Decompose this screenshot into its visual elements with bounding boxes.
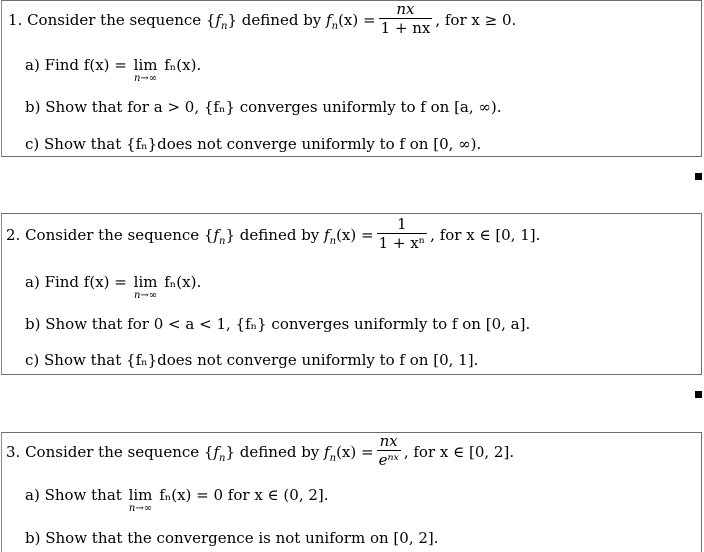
fraction <box>377 433 401 469</box>
problem-1-statement: 1. Consider the sequence $\{f_n\}$ defined by $f_n(x)$ = $\frac{nx}{1 + nx}$ , for x ≥ 0. <box>8 0 517 37</box>
problem-1-part-b: b) Show that for a > 0, {fₙ} converges uniformly to f on [a, ∞). <box>25 98 502 116</box>
limit-operator: lim n→∞ <box>133 273 158 301</box>
problem-2-part-c: c) Show that {fₙ}does not converge uniformly to f on [0, 1]. <box>25 351 479 369</box>
problem-1-box <box>1 0 702 157</box>
problem-2-statement: 2. Consider the sequence $\{f_n\}$ defined by $f_n(x)$ = $\frac{1}{\text{1 + xⁿ}}$ , for x ∈ [0, 1]. <box>6 215 541 252</box>
fraction-numerator: 1 <box>397 215 407 233</box>
limit-operator: lim n→∞ <box>133 56 158 84</box>
fraction <box>379 1 433 37</box>
problem-3-statement: 3. Consider the sequence $\{f_n\}$ defined by $f_n(x)$ = $\frac{nx}{\text{eⁿˣ}}$ , for x ∈ [0, 2]. <box>6 432 515 469</box>
limit-operator: lim n→∞ <box>128 486 153 514</box>
problem-3-part-a: a) Show that lim n→∞ fₙ(x) = 0 for x ∈ (0, 2]. <box>25 486 329 514</box>
fraction <box>377 216 428 252</box>
problem-1-part-a: a) Find f(x) = lim n→∞ fₙ(x). <box>25 56 202 84</box>
fraction-denominator: 1 + nx <box>380 19 431 37</box>
qed-square <box>695 173 702 180</box>
problem-2-part-a: a) Find f(x) = lim n→∞ fₙ(x). <box>25 273 202 301</box>
fraction-denominator: 1 + xⁿ <box>378 234 426 252</box>
problem-3-box <box>1 432 702 552</box>
problem-2-part-b: b) Show that for 0 < a < 1, {fₙ} converges uniformly to f on [0, a]. <box>25 315 531 333</box>
fraction-numerator: nx <box>379 432 398 450</box>
problem-3-part-b: b) Show that the convergence is not uniform on [0, 2]. <box>25 529 439 547</box>
fraction-denominator: eⁿˣ <box>378 451 399 469</box>
qed-square <box>695 391 702 398</box>
fraction-numerator: nx <box>396 0 415 18</box>
problem-2-box <box>1 213 702 375</box>
problem-1-part-c: c) Show that {fₙ}does not converge uniformly to f on [0, ∞). <box>25 135 482 153</box>
